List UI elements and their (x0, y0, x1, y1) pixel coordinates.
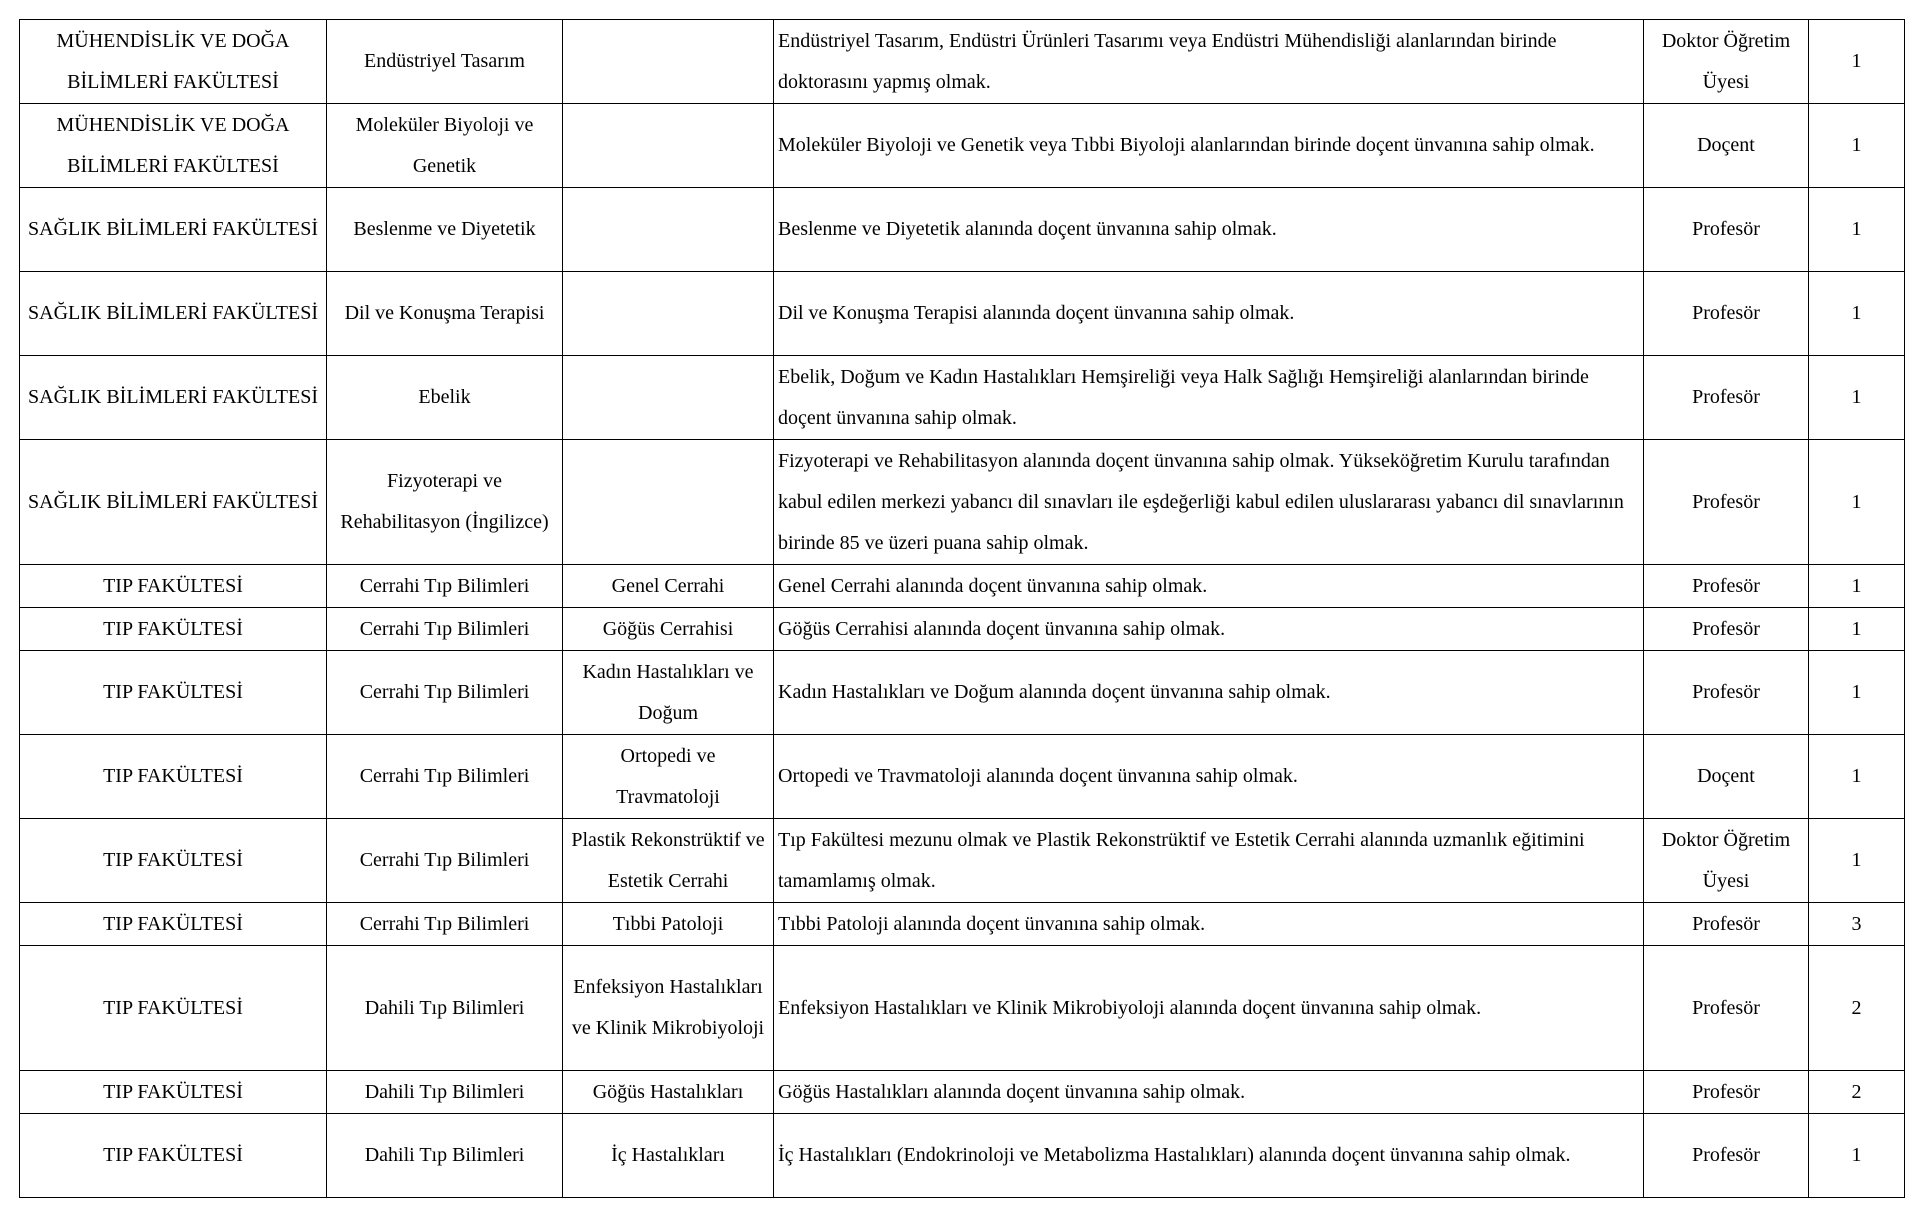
count-cell: 1 (1809, 440, 1905, 565)
count-cell: 1 (1809, 608, 1905, 651)
table-row (20, 20, 1905, 104)
department-cell: Fizyoterapi ve Rehabilitasyon (İngilizce) (327, 440, 563, 565)
program-cell: Tıbbi Patoloji (563, 903, 774, 946)
title-cell: Doçent (1644, 735, 1809, 819)
department-cell: Dahili Tıp Bilimleri (327, 1071, 563, 1114)
faculty-cell: TIP FAKÜLTESİ (20, 1071, 327, 1114)
requirement-cell: Ebelik, Doğum ve Kadın Hastalıkları Hemşireliği veya Halk Sağlığı Hemşireliği alanlarından birinde doçent ünvanına sahip olmak. (774, 356, 1644, 440)
program-cell: Göğüs Hastalıkları (563, 1071, 774, 1114)
requirement-cell: Fizyoterapi ve Rehabilitasyon alanında doçent ünvanına sahip olmak. Yükseköğretim Kurulu tarafından kabul edilen merkezi yabancı dil sınavları ile eşdeğerliği kabul edilen uluslararası yabancı dil sınavlarının birinde 85 ve üzeri puana sahip olmak. (774, 440, 1644, 565)
department-cell: Cerrahi Tıp Bilimleri (327, 608, 563, 651)
title-cell: Doçent (1644, 104, 1809, 188)
program-cell: Enfeksiyon Hastalıkları ve Klinik Mikrobiyoloji (563, 946, 774, 1071)
count-cell: 1 (1809, 188, 1905, 272)
faculty-cell: TIP FAKÜLTESİ (20, 735, 327, 819)
count-cell: 1 (1809, 272, 1905, 356)
count-cell: 1 (1809, 20, 1905, 104)
department-cell: Beslenme ve Diyetetik (327, 188, 563, 272)
requirement-cell: Ortopedi ve Travmatoloji alanında doçent ünvanına sahip olmak. (774, 735, 1644, 819)
title-cell: Profesör (1644, 565, 1809, 608)
title-cell: Profesör (1644, 188, 1809, 272)
program-cell: Ortopedi ve Travmatoloji (563, 735, 774, 819)
table-row (20, 565, 1905, 608)
faculty-cell: TIP FAKÜLTESİ (20, 1114, 327, 1198)
faculty-cell: TIP FAKÜLTESİ (20, 608, 327, 651)
count-cell: 1 (1809, 651, 1905, 735)
title-cell: Doktor Öğretim Üyesi (1644, 20, 1809, 104)
count-cell: 1 (1809, 565, 1905, 608)
faculty-cell: SAĞLIK BİLİMLERİ FAKÜLTESİ (20, 440, 327, 565)
faculty-cell: MÜHENDİSLİK VE DOĞA BİLİMLERİ FAKÜLTESİ (20, 20, 327, 104)
table-row (20, 104, 1905, 188)
faculty-cell: TIP FAKÜLTESİ (20, 651, 327, 735)
table-row (20, 356, 1905, 440)
table-row (20, 1114, 1905, 1198)
title-cell: Profesör (1644, 903, 1809, 946)
program-cell: İç Hastalıkları (563, 1114, 774, 1198)
count-cell: 2 (1809, 946, 1905, 1071)
faculty-cell: SAĞLIK BİLİMLERİ FAKÜLTESİ (20, 188, 327, 272)
table-row (20, 946, 1905, 1071)
program-cell (563, 272, 774, 356)
requirement-cell: Endüstriyel Tasarım, Endüstri Ürünleri Tasarımı veya Endüstri Mühendisliği alanlarından birinde doktorasını yapmış olmak. (774, 20, 1644, 104)
program-cell (563, 20, 774, 104)
count-cell: 3 (1809, 903, 1905, 946)
title-cell: Profesör (1644, 440, 1809, 565)
program-cell (563, 188, 774, 272)
requirement-cell: Göğüs Cerrahisi alanında doçent ünvanına sahip olmak. (774, 608, 1644, 651)
program-cell (563, 440, 774, 565)
table-row (20, 651, 1905, 735)
department-cell: Ebelik (327, 356, 563, 440)
department-cell: Moleküler Biyoloji ve Genetik (327, 104, 563, 188)
faculty-cell: TIP FAKÜLTESİ (20, 946, 327, 1071)
table-row (20, 608, 1905, 651)
table-row (20, 440, 1905, 565)
department-cell: Cerrahi Tıp Bilimleri (327, 735, 563, 819)
program-cell: Plastik Rekonstrüktif ve Estetik Cerrahi (563, 819, 774, 903)
count-cell: 1 (1809, 735, 1905, 819)
title-cell: Profesör (1644, 651, 1809, 735)
table-row (20, 903, 1905, 946)
faculty-cell: SAĞLIK BİLİMLERİ FAKÜLTESİ (20, 272, 327, 356)
count-cell: 1 (1809, 104, 1905, 188)
title-cell: Profesör (1644, 1114, 1809, 1198)
department-cell: Endüstriyel Tasarım (327, 20, 563, 104)
department-cell: Cerrahi Tıp Bilimleri (327, 651, 563, 735)
department-cell: Dahili Tıp Bilimleri (327, 1114, 563, 1198)
department-cell: Dil ve Konuşma Terapisi (327, 272, 563, 356)
table-row (20, 735, 1905, 819)
program-cell (563, 104, 774, 188)
faculty-cell: MÜHENDİSLİK VE DOĞA BİLİMLERİ FAKÜLTESİ (20, 104, 327, 188)
count-cell: 1 (1809, 356, 1905, 440)
table-row (20, 188, 1905, 272)
requirement-cell: Beslenme ve Diyetetik alanında doçent ünvanına sahip olmak. (774, 188, 1644, 272)
program-cell (563, 356, 774, 440)
count-cell: 1 (1809, 819, 1905, 903)
table-row (20, 819, 1905, 903)
requirement-cell: Tıbbi Patoloji alanında doçent ünvanına sahip olmak. (774, 903, 1644, 946)
requirement-cell: Enfeksiyon Hastalıkları ve Klinik Mikrobiyoloji alanında doçent ünvanına sahip olmak. (774, 946, 1644, 1071)
title-cell: Doktor Öğretim Üyesi (1644, 819, 1809, 903)
program-cell: Genel Cerrahi (563, 565, 774, 608)
requirement-cell: Genel Cerrahi alanında doçent ünvanına sahip olmak. (774, 565, 1644, 608)
faculty-cell: TIP FAKÜLTESİ (20, 565, 327, 608)
faculty-cell: SAĞLIK BİLİMLERİ FAKÜLTESİ (20, 356, 327, 440)
title-cell: Profesör (1644, 608, 1809, 651)
requirement-cell: Göğüs Hastalıkları alanında doçent ünvanına sahip olmak. (774, 1071, 1644, 1114)
title-cell: Profesör (1644, 356, 1809, 440)
faculty-cell: TIP FAKÜLTESİ (20, 819, 327, 903)
requirement-cell: İç Hastalıkları (Endokrinoloji ve Metabolizma Hastalıkları) alanında doçent ünvanına sahip olmak. (774, 1114, 1644, 1198)
program-cell: Göğüs Cerrahisi (563, 608, 774, 651)
department-cell: Cerrahi Tıp Bilimleri (327, 903, 563, 946)
count-cell: 2 (1809, 1071, 1905, 1114)
title-cell: Profesör (1644, 272, 1809, 356)
positions-table (19, 19, 1905, 1198)
count-cell: 1 (1809, 1114, 1905, 1198)
requirement-cell: Kadın Hastalıkları ve Doğum alanında doçent ünvanına sahip olmak. (774, 651, 1644, 735)
requirement-cell: Tıp Fakültesi mezunu olmak ve Plastik Rekonstrüktif ve Estetik Cerrahi alanında uzmanlık eğitimini tamamlamış olmak. (774, 819, 1644, 903)
department-cell: Dahili Tıp Bilimleri (327, 946, 563, 1071)
requirement-cell: Moleküler Biyoloji ve Genetik veya Tıbbi Biyoloji alanlarından birinde doçent ünvanına sahip olmak. (774, 104, 1644, 188)
requirement-cell: Dil ve Konuşma Terapisi alanında doçent ünvanına sahip olmak. (774, 272, 1644, 356)
faculty-cell: TIP FAKÜLTESİ (20, 903, 327, 946)
department-cell: Cerrahi Tıp Bilimleri (327, 565, 563, 608)
title-cell: Profesör (1644, 1071, 1809, 1114)
department-cell: Cerrahi Tıp Bilimleri (327, 819, 563, 903)
program-cell: Kadın Hastalıkları ve Doğum (563, 651, 774, 735)
title-cell: Profesör (1644, 946, 1809, 1071)
table-row (20, 272, 1905, 356)
table-row (20, 1071, 1905, 1114)
